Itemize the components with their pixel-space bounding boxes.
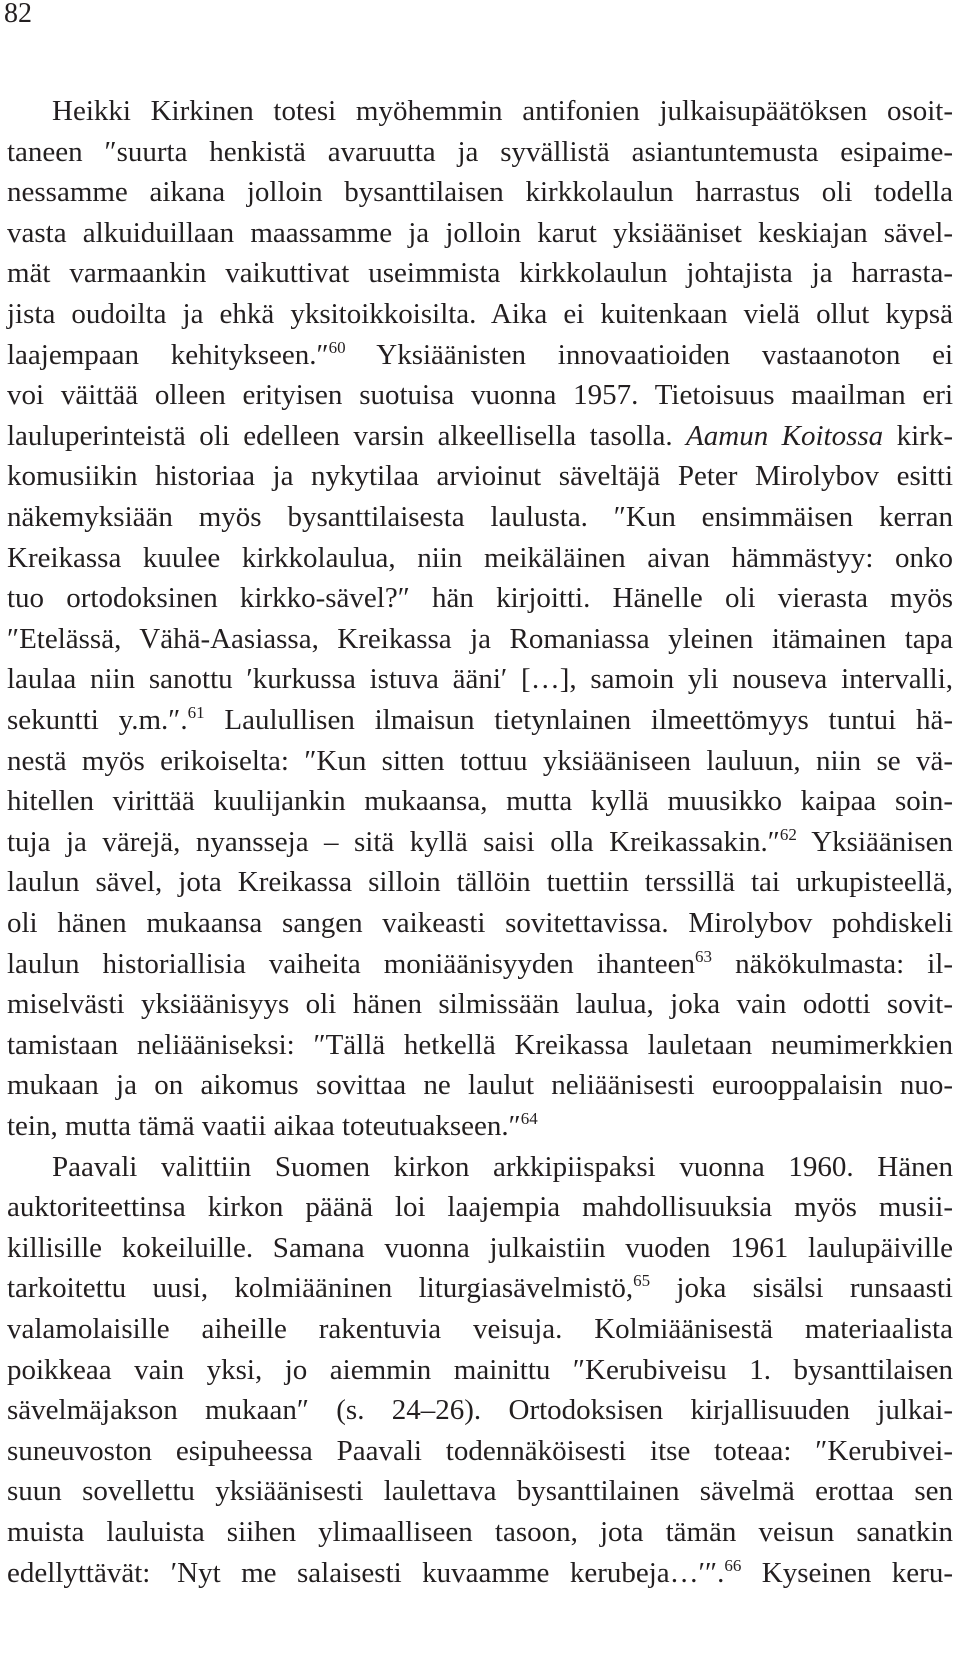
line-text: nestä myös erikoiselta: ″Kun sitten tottuu yksiääniseen lauluun, niin se vä- (7, 744, 953, 777)
line-text: Paavali valittiin Suomen kirkon arkkipiispaksi vuonna 1960. Hänen (52, 1150, 953, 1183)
text-line (7, 1308, 953, 1350)
text-line (7, 983, 953, 1025)
line-text: laajempaan kehitykseen.″ (7, 338, 329, 371)
text-line (7, 1105, 953, 1147)
line-text: näkemyksiään myös bysanttilaisesta laulusta. ″Kun ensimmäisen kerran (7, 501, 953, 533)
line-tail-text: kirk- (883, 419, 953, 452)
line-text: laulaa niin sanottu ′kurkussa istuva ääni′ […], samoin yli nouseva intervalli, (7, 663, 953, 696)
text-line (7, 618, 953, 660)
line-text: muista lauluista siihen ylimaalliseen tasoon, jota tämän veisun sanatkin (7, 1516, 953, 1548)
line-text: suneuvoston esipuheessa Paavali todennäköisesti itse toteaa: ″Kerubivei- (7, 1434, 953, 1467)
line-text: tuo ortodoksinen kirkko-sävel?″ hän kirjoitti. Hänelle oli vierasta myös (7, 582, 953, 615)
text-line (7, 415, 953, 457)
text-line (7, 1024, 953, 1066)
text-line (7, 171, 953, 213)
footnote-ref: 65 (633, 1271, 651, 1291)
line-text: Kreikassa kuulee kirkkolaulua, niin meikäläinen aivan hämmästyy: onko (7, 541, 953, 574)
text-line (7, 1267, 953, 1309)
footnote-ref: 61 (187, 703, 205, 722)
line-text: valamolaisille aiheille rakentuvia veisuja. Kolmiäänisestä materiaalista (7, 1313, 953, 1345)
text-line (7, 1349, 953, 1391)
line-text: killisille kokeiluille. Samana vuonna julkaistiin vuoden 1961 laulupäiville (7, 1231, 953, 1264)
line-text: laulun historiallisia vaiheita moniäänisyyden ihanteen (7, 947, 696, 980)
text-line (7, 699, 953, 741)
footnote-ref: 66 (724, 1555, 742, 1575)
text-line (7, 1552, 953, 1594)
text-line (7, 334, 953, 376)
text-line (7, 902, 953, 944)
text-line (52, 1146, 953, 1188)
italic-title: Aamun Koitossa (686, 419, 884, 452)
text-line (7, 212, 953, 254)
line-tail-text: Yksiäänisen (796, 825, 953, 858)
line-text: sävelmäjakson mukaan″ (s. 24–26). Ortodoksisen kirjallisuuden julkai- (7, 1394, 953, 1427)
footnote-ref: 64 (520, 1109, 538, 1128)
line-text: laulun sävel, jota Kreikassa silloin tällöin tuettiin terssillä tai urkupisteellä, (7, 866, 953, 899)
footnote-ref: 62 (779, 824, 797, 844)
text-line (7, 537, 953, 579)
text-line (7, 252, 953, 294)
line-text: miselvästi yksiäänisyys oli hänen silmissään laulua, joka vain odotti sovit- (7, 988, 953, 1021)
line-tail-text: näkökulmasta: il- (712, 947, 953, 980)
line-text: taneen ″suurta henkistä avaruutta ja syvällistä asiantuntemusta esipaime- (7, 135, 953, 168)
line-text: ″Etelässä, Vähä-Aasiassa, Kreikassa ja Romaniassa yleinen itämainen tapa (7, 622, 953, 655)
text-line (7, 861, 953, 903)
line-tail-text: Kyseinen keru- (741, 1556, 953, 1589)
text-line (7, 1186, 953, 1228)
line-text: tarkoitettu uusi, kolmiääninen liturgiasävelmistö, (7, 1272, 634, 1305)
text-line (7, 1430, 953, 1472)
line-text: poikkeaa vain yksi, jo aiemmin mainittu ″Kerubiveisu 1. bysanttilaisen (7, 1353, 953, 1386)
line-text: voi väittää olleen erityisen suotuisa vuonna 1957. Tietoisuus maailman eri (7, 379, 953, 412)
text-line (7, 780, 953, 822)
line-tail-text: joka sisälsi runsaasti (650, 1272, 953, 1305)
text-line (7, 455, 953, 497)
line-text: tuja ja värejä, nyansseja – sitä kyllä saisi olla Kreikassakin.″ (7, 825, 780, 858)
text-line (7, 374, 953, 416)
footnote-ref: 60 (328, 337, 346, 357)
line-text: edellyttävät: ′Nyt me salaisesti kuvaamme kerubeja…′″. (7, 1556, 725, 1589)
footnote-ref: 63 (695, 946, 713, 966)
text-line (7, 496, 953, 538)
text-line (7, 293, 953, 335)
line-text: mät varmaankin vaikuttivat useimmista kirkkolaulun johtajista ja harrasta- (7, 257, 953, 290)
line-text: oli hänen mukaansa sangen vaikeasti sovitettavissa. Mirolybov pohdiskeli (7, 907, 953, 939)
line-tail-text: Yksiäänisten innovaatioiden vastaanoton ei (345, 338, 954, 371)
line-text: auktoriteettinsa kirkon päänä loi laajempia mahdollisuuksia myös musii- (7, 1191, 953, 1224)
text-line (7, 131, 953, 173)
text-line (7, 943, 953, 985)
text-line (7, 658, 953, 700)
line-text: hitellen virittää kuulijankin mukaansa, mutta kyllä muusikko kaipaa soin- (7, 785, 953, 818)
line-text: nessamme aikana jolloin bysanttilaisen kirkkolaulun harrastus oli todella (7, 176, 953, 209)
line-text: mukaan ja on aikomus sovittaa ne laulut neliäänisesti eurooppalaisin nuo- (7, 1069, 953, 1102)
line-text: komusiikin historiaa ja nykytilaa arvioinut säveltäjä Peter Mirolybov esitti (7, 460, 953, 493)
text-line (7, 1064, 953, 1106)
line-text: vasta alkuiduillaan maassamme ja jolloin karut yksiääniset keskiajan sävel- (7, 216, 953, 249)
line-text: jista oudoilta ja ehkä yksitoikkoisilta. Aika ei kuitenkaan vielä ollut kypsä (7, 298, 953, 330)
text-line (52, 90, 953, 132)
text-line (7, 1470, 953, 1512)
text-line (7, 740, 953, 782)
text-line (7, 1389, 953, 1431)
line-text: Heikki Kirkinen totesi myöhemmin antifonien julkaisupäätöksen osoit- (52, 95, 953, 127)
text-line (7, 821, 953, 863)
line-text: lauluperinteistä oli edelleen varsin alkeellisella tasolla. (7, 419, 687, 452)
line-text: tein, mutta tämä vaatii aikaa toteutuakseen.″ (7, 1110, 521, 1142)
page-number: 82 (4, 0, 32, 29)
line-tail-text: Laulullisen ilmaisun tietynlainen ilmeettömyys tuntui hä- (204, 704, 953, 736)
line-text: tamistaan neliääniseksi: ″Tällä hetkellä Kreikassa lauletaan neumimerkkien (7, 1028, 953, 1061)
text-line (7, 577, 953, 619)
text-line (7, 1511, 953, 1553)
text-line (7, 1227, 953, 1269)
line-text: suun sovellettu yksiäänisesti laulettava bysanttilainen sävelmä erottaa sen (7, 1475, 953, 1508)
line-text: sekuntti y.m.″. (7, 704, 188, 736)
